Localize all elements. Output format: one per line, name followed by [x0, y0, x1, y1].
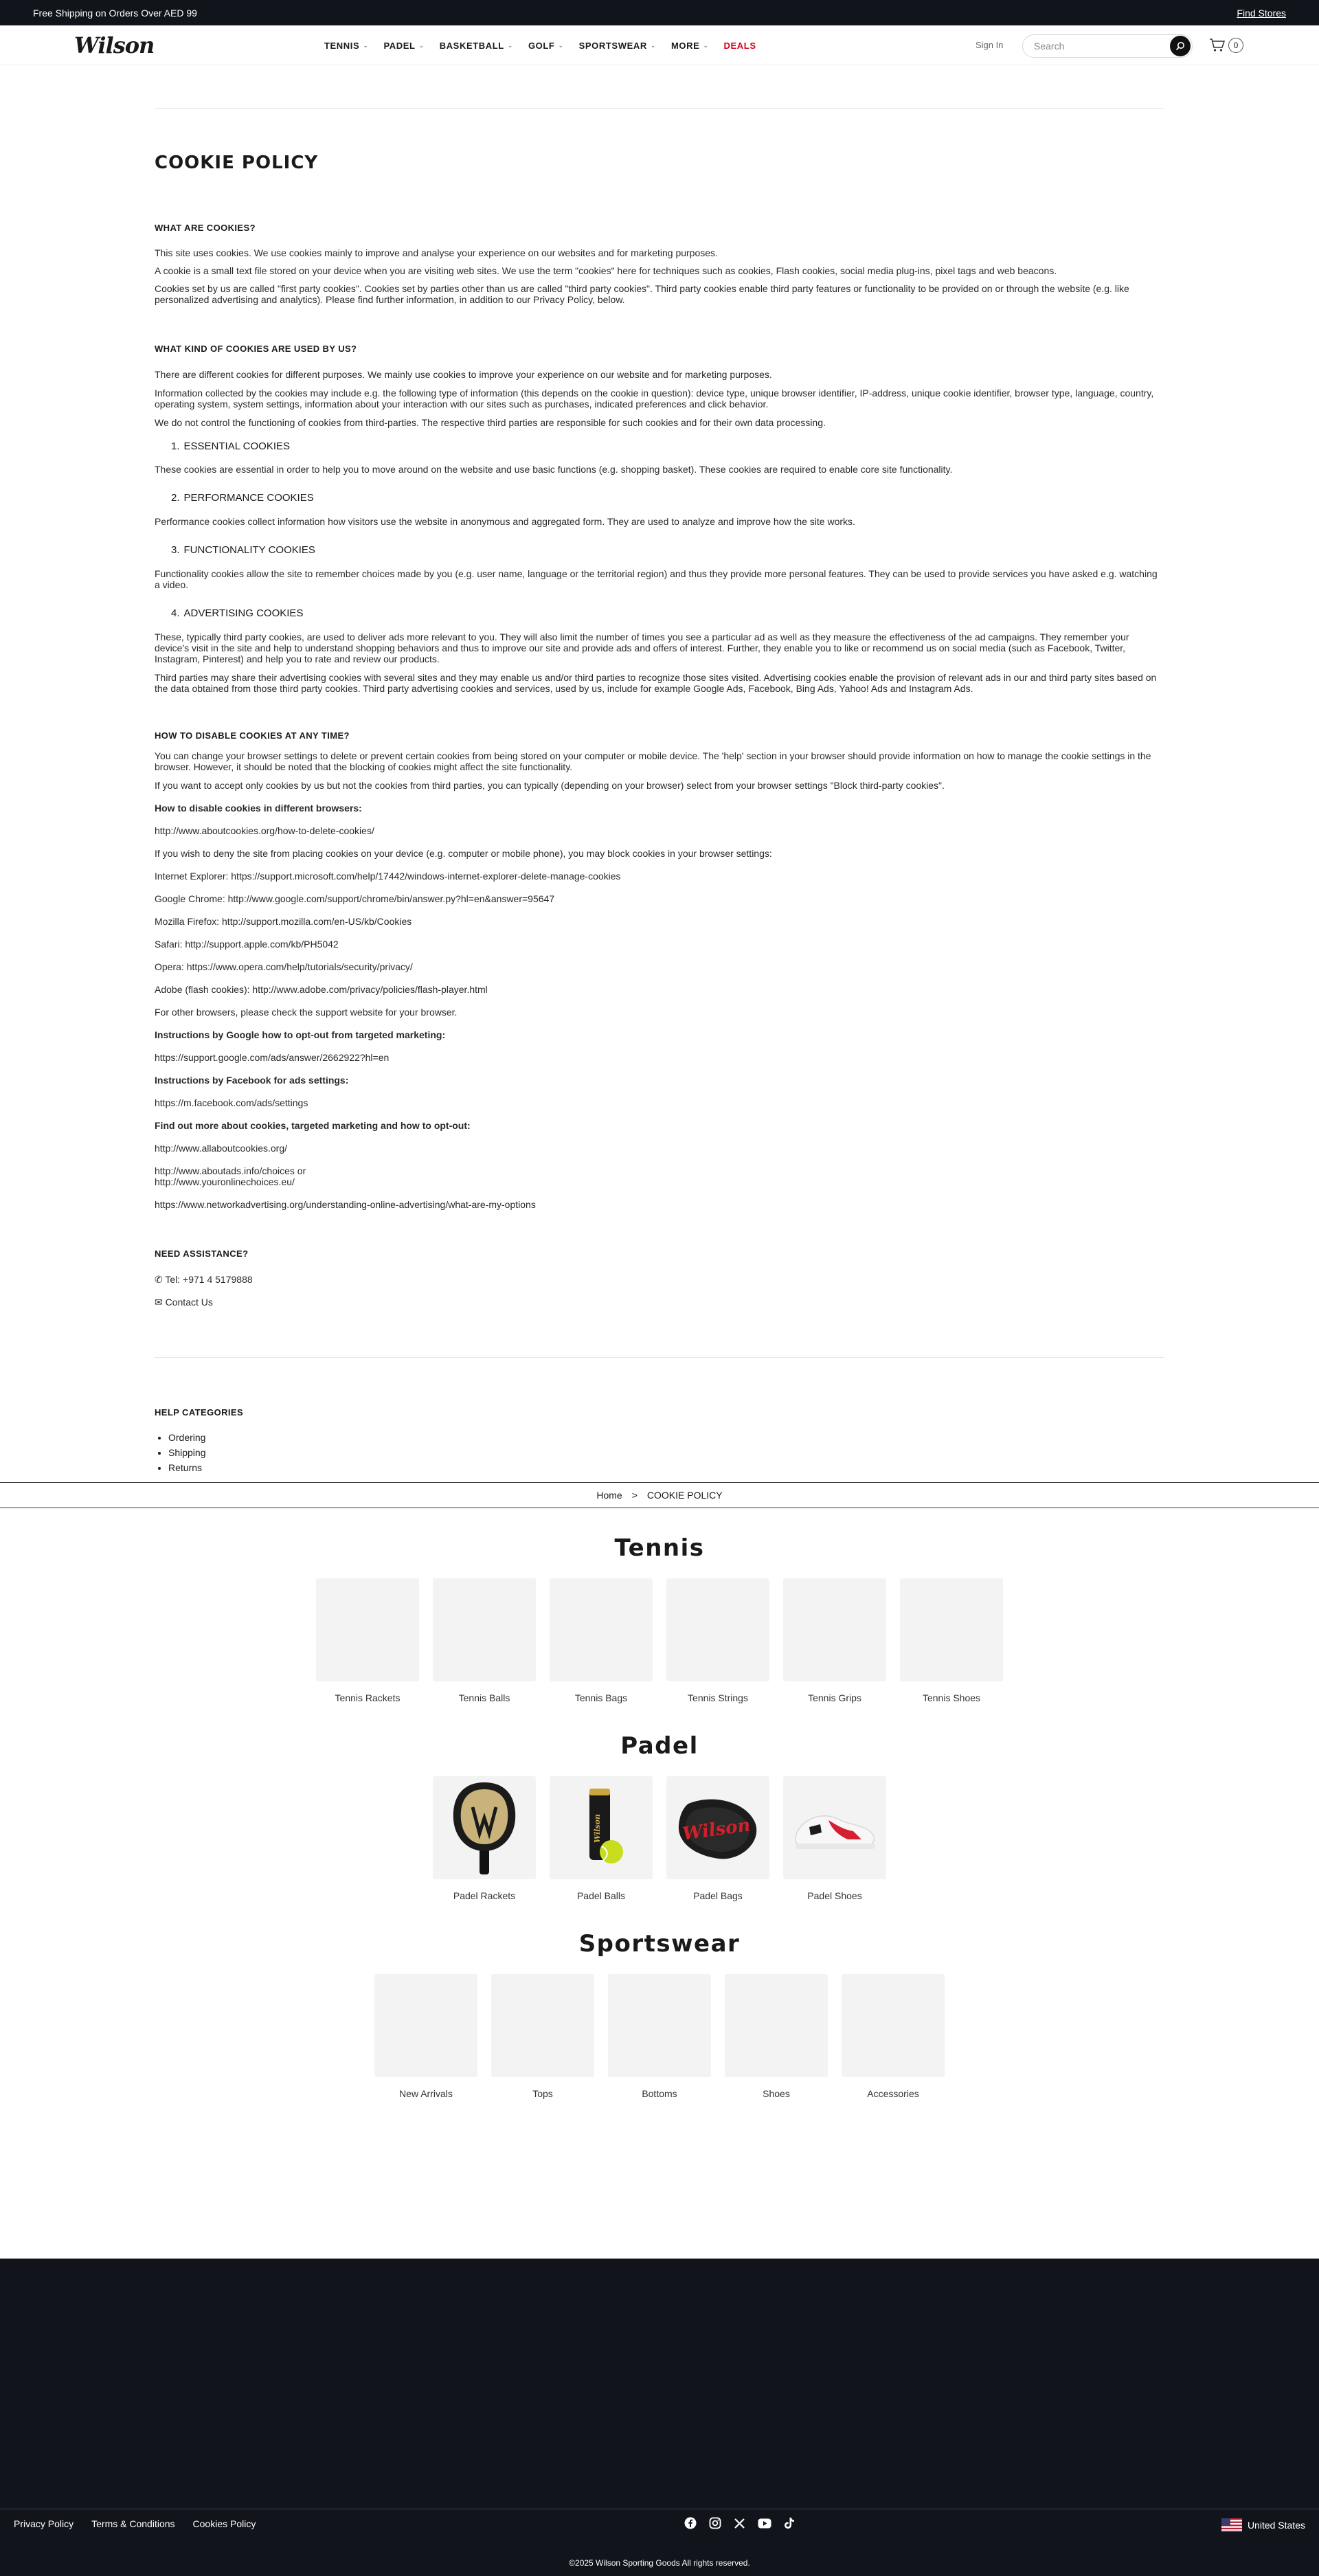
category-image — [725, 1974, 828, 2077]
nav-golf[interactable]: GOLF ⌄ — [528, 40, 564, 51]
paragraph: Performance cookies collect information how visitors use the website in anonymous and aggregated form. They are used to analyze and improve how the site works. — [155, 516, 855, 527]
divider — [155, 108, 1164, 109]
svg-text:Wilson: Wilson — [681, 1815, 752, 1845]
contact-us-link[interactable]: ✉ Contact Us — [155, 1297, 213, 1308]
assistance-heading: NEED ASSISTANCE? — [155, 1248, 249, 1259]
category-image — [783, 1578, 886, 1681]
breadcrumb-current: COOKIE POLICY — [646, 1490, 723, 1501]
category-image — [433, 1578, 536, 1681]
category-image — [491, 1974, 594, 2077]
paragraph: There are different cookies for different purposes. We mainly use cookies to improve your experience on our website and for marketing purposes. — [155, 369, 772, 380]
link[interactable]: https://support.google.com/ads/answer/2662922?hl=en — [155, 1052, 390, 1063]
link[interactable]: http://www.aboutcookies.org/how-to-delete-cookies/ — [155, 825, 374, 836]
promo-bar — [0, 0, 1319, 25]
svg-text:Wilson: Wilson — [593, 1813, 602, 1844]
email-icon: ✉ — [155, 1297, 166, 1308]
padel-shoes-image — [783, 1776, 886, 1879]
paragraph: These, typically third party cookies, are used to deliver ads more relevant to you. They will also limit the number of times you see a particular ad as well as they measure the effectiveness of the ad campaigns. They remember your device's visit in the site and help to understand shopping behaviors and thus to improve our site and provide ads and offers of interest. Further, they enable you to like or recommend us on social media (such as Facebook, Twitter, Instagram, Pinterest) and help you to rate and review our products. — [155, 631, 1129, 664]
help-shipping-link[interactable]: • Shipping — [168, 1445, 1164, 1460]
category-image — [842, 1974, 945, 2077]
link[interactable]: https://m.facebook.com/ads/settings — [155, 1097, 308, 1108]
sportswear-category-row — [0, 1974, 1319, 2099]
category-image — [374, 1974, 477, 2077]
paragraph: Instructions by Facebook for ads settings: — [155, 1075, 349, 1086]
category-card[interactable]: Shoes — [725, 1974, 828, 2099]
link[interactable]: http://www.aboutads.info/choices or — [155, 1165, 306, 1176]
paragraph: Instructions by Google how to opt-out from targeted marketing: — [155, 1029, 446, 1040]
category-image — [316, 1578, 419, 1681]
nav-more[interactable]: MORE ⌄ — [670, 40, 709, 51]
terms-link[interactable]: Terms & Conditions — [91, 2518, 175, 2529]
search-input[interactable] — [1034, 41, 1158, 52]
category-card[interactable]: New Arrivals — [374, 1974, 477, 2099]
padel-racket-icon — [447, 1780, 522, 1876]
cart-icon — [1209, 38, 1226, 53]
paragraph: Information collected by the cookies may include e.g. the following type of information (this depends on the cookie in question): device type, unique browser identifier, IP-address, unique cookie identifier, browser type, language, country, operating system, system settings, information about your interaction with our sites such as purchases, indicated preferences and click behavior. — [155, 388, 1154, 410]
numbered-heading: 1. ESSENTIAL COOKIES — [171, 440, 291, 452]
phone-line[interactable]: ✆ Tel: +971 4 5179888 — [155, 1274, 253, 1285]
breadcrumb-home[interactable]: Home — [596, 1490, 622, 1501]
paragraph: Find out more about cookies, targeted marketing and how to opt-out: — [155, 1120, 471, 1131]
browser-line[interactable]: Safari: http://support.apple.com/kb/PH5042 — [155, 939, 339, 950]
search-button[interactable] — [1170, 36, 1191, 56]
region-selector[interactable] — [1221, 2518, 1305, 2532]
category-card[interactable]: Tennis Rackets — [316, 1578, 419, 1703]
cookies-policy-link[interactable]: Cookies Policy — [192, 2518, 256, 2529]
paragraph: For other browsers, please check the support website for your browser. — [155, 1007, 458, 1018]
paragraph: This site uses cookies. We use cookies mainly to improve and analyse your experience on our websites and for marketing purposes. — [155, 247, 718, 258]
category-card[interactable]: Tennis Balls — [433, 1578, 536, 1703]
social-links — [684, 2517, 795, 2531]
section-heading: HOW TO DISABLE COOKIES AT ANY TIME? — [155, 730, 350, 741]
page-title: COOKIE POLICY — [155, 153, 319, 173]
paragraph: How to disable cookies in different browsers: — [155, 803, 362, 814]
nav-basketball[interactable]: BASKETBALL ⌄ — [439, 40, 513, 51]
x-icon[interactable] — [734, 2518, 745, 2531]
browser-line[interactable]: Opera: https://www.opera.com/help/tutorials/security/privacy/ — [155, 961, 413, 972]
nav-tennis[interactable]: TENNIS ⌄ — [324, 40, 369, 51]
category-card[interactable]: Tennis Strings — [666, 1578, 769, 1703]
category-title-tennis: Tennis — [614, 1534, 705, 1562]
padel-racket-image — [433, 1776, 536, 1879]
chevron-down-icon: ⌄ — [650, 41, 656, 49]
find-stores-link[interactable]: Find Stores — [1237, 7, 1286, 19]
nav-padel[interactable]: PADEL ⌄ — [383, 40, 425, 51]
nav-deals[interactable]: DEALS — [723, 40, 756, 51]
cart-count-badge: 0 — [1228, 38, 1243, 53]
link[interactable]: https://www.networkadvertising.org/understanding-online-advertising/what-are-my-options — [155, 1199, 536, 1210]
numbered-heading: 3. FUNCTIONALITY COOKIES — [171, 544, 315, 556]
region-label: United States — [1247, 2520, 1305, 2531]
category-title-sportswear: Sportswear — [578, 1930, 741, 1958]
browser-line[interactable]: Adobe (flash cookies): http://www.adobe.com/privacy/policies/flash-player.html — [155, 984, 488, 995]
tiktok-icon[interactable] — [784, 2517, 795, 2531]
youtube-icon[interactable] — [758, 2518, 771, 2531]
phone-icon: ✆ — [155, 1274, 166, 1285]
sign-in-link[interactable]: Sign In — [976, 40, 1004, 50]
help-returns-link[interactable]: • Returns — [168, 1460, 1164, 1475]
help-categories-heading: HELP CATEGORIES — [155, 1407, 244, 1418]
padel-shoe-icon — [790, 1797, 879, 1859]
paragraph: We do not control the functioning of cookies from third-parties. The respective third parties are responsible for such cookies and for their own data processing. — [155, 417, 826, 428]
category-card[interactable]: Tennis Shoes — [900, 1578, 1003, 1703]
paragraph: You can change your browser settings to delete or prevent certain cookies from being stored on your computer or mobile device. The 'help' section in your browser should provide information on how to manage the cookie settings in the browser. However, it should be noted that the blocking of cookies might affect the site functionality. — [155, 750, 1151, 772]
browser-line[interactable]: Internet Explorer: https://support.microsoft.com/help/17442/windows-internet-explorer-delete-manage-cookies — [155, 871, 621, 882]
category-card[interactable]: Padel Rackets — [433, 1776, 536, 1901]
category-card[interactable]: Tennis Grips — [783, 1578, 886, 1703]
us-flag-icon — [1221, 2518, 1242, 2532]
paragraph: Cookies set by us are called "first party cookies". Cookies set by parties other than us are called "third party cookies". Third party cookies enable third party features or functionality to be provided on or through the website (e.g. like personalized advertising and analytics). Please find further information, in addition to our Privacy Policy, below. — [155, 283, 1129, 305]
numbered-heading: 4. ADVERTISING COOKIES — [171, 607, 304, 619]
padel-bag-icon — [673, 1790, 763, 1866]
chevron-down-icon: ⌄ — [558, 41, 564, 49]
category-image — [550, 1578, 653, 1681]
search-icon — [1175, 41, 1185, 51]
category-card[interactable]: Padel Shoes — [783, 1776, 886, 1901]
padel-balls-image — [550, 1776, 653, 1879]
section-heading: WHAT ARE COOKIES? — [155, 223, 256, 233]
nav-sportswear[interactable]: SPORTSWEAR ⌄ — [578, 40, 656, 51]
category-card[interactable]: Tennis Bags — [550, 1578, 653, 1703]
chevron-down-icon: ⌄ — [363, 41, 369, 49]
copyright-text: ©2025 Wilson Sporting Goods All rights reserved. — [569, 2558, 750, 2568]
chevron-down-icon: ⌄ — [703, 41, 709, 49]
footer-links — [14, 2518, 256, 2529]
paragraph: Functionality cookies allow the site to remember choices made by you (e.g. user name, language or the territorial region) and thus they provide more personal features. They can be used to provide services you have asked e.g. watching a video. — [155, 568, 1158, 590]
link[interactable]: http://www.allaboutcookies.org/ — [155, 1143, 287, 1154]
help-ordering-link[interactable]: • Ordering — [168, 1430, 1164, 1445]
breadcrumb — [0, 1482, 1319, 1508]
divider — [155, 1357, 1164, 1358]
paragraph: A cookie is a small text file stored on your device when you are visiting web sites. We use the term "cookies" here for techniques such as cookies, Flash cookies, social media plug-ins, pixel tags and web beacons. — [155, 265, 1057, 276]
cookie-policy-content — [155, 108, 1164, 1475]
paragraph: If you wish to deny the site from placing cookies on your device (e.g. computer or mobile phone), you may block cookies in your browser settings: — [155, 848, 772, 859]
main-nav — [324, 25, 756, 65]
paragraph: Third parties may share their advertising cookies with several sites and they may enable us and/or third parties to recognize those sites visited. Advertising cookies enable the provision of relevant ads in our and third party sites based on the data obtained from those third party cookies. Third party advertising cookies and services, used by us, include for example Google Ads, Facebook, Bing Ads, Yahoo! Ads and Instagram Ads. — [155, 672, 1157, 694]
category-card[interactable]: Bottoms — [608, 1974, 711, 2099]
section-heading: WHAT KIND OF COOKIES ARE USED BY US? — [155, 344, 357, 354]
category-image — [900, 1578, 1003, 1681]
category-image — [666, 1578, 769, 1681]
browser-line[interactable]: Mozilla Firefox: http://support.mozilla.com/en-US/kb/Cookies — [155, 916, 412, 927]
category-card[interactable]: Wilson Padel Bags — [666, 1776, 769, 1901]
numbered-heading: 2. PERFORMANCE COOKIES — [171, 492, 314, 504]
facebook-icon[interactable] — [684, 2517, 697, 2531]
paragraph: If you want to accept only cookies by us but not the cookies from third parties, you can typically (depending on your browser) select from your browser settings "Block third-party cookies". — [155, 780, 945, 791]
site-footer — [0, 2259, 1319, 2576]
tennis-category-row — [0, 1578, 1319, 1703]
promo-text: Free Shipping on Orders Over AED 99 — [33, 7, 197, 19]
wilson-logo[interactable]: Wilson — [74, 32, 155, 58]
padel-balls-icon — [570, 1783, 632, 1872]
browser-line[interactable]: Google Chrome: http://www.google.com/support/chrome/bin/answer.py?hl=en&answer=95647 — [155, 893, 555, 904]
padel-bag-image — [666, 1776, 769, 1879]
category-image — [608, 1974, 711, 2077]
chevron-down-icon: ⌄ — [507, 41, 513, 49]
category-title-padel: Padel — [620, 1732, 699, 1760]
link[interactable]: http://www.youronlinechoices.eu/ — [155, 1176, 295, 1187]
breadcrumb-separator: > — [631, 1490, 638, 1501]
privacy-policy-link[interactable]: Privacy Policy — [14, 2518, 74, 2529]
site-header — [0, 25, 1319, 65]
cart-button[interactable] — [1209, 38, 1243, 53]
instagram-icon[interactable] — [709, 2517, 721, 2531]
category-card[interactable]: Accessories — [842, 1974, 945, 2099]
category-card[interactable]: Tops — [491, 1974, 594, 2099]
padel-category-row — [0, 1776, 1319, 1901]
category-card[interactable]: Wilson Padel Balls — [550, 1776, 653, 1901]
paragraph: These cookies are essential in order to help you to move around on the website and use basic functions (e.g. shopping basket). These cookies are required to enable core site functionality. — [155, 464, 953, 475]
chevron-down-icon: ⌄ — [418, 41, 425, 49]
help-categories-list — [168, 1430, 1164, 1475]
search-box — [1022, 34, 1193, 58]
